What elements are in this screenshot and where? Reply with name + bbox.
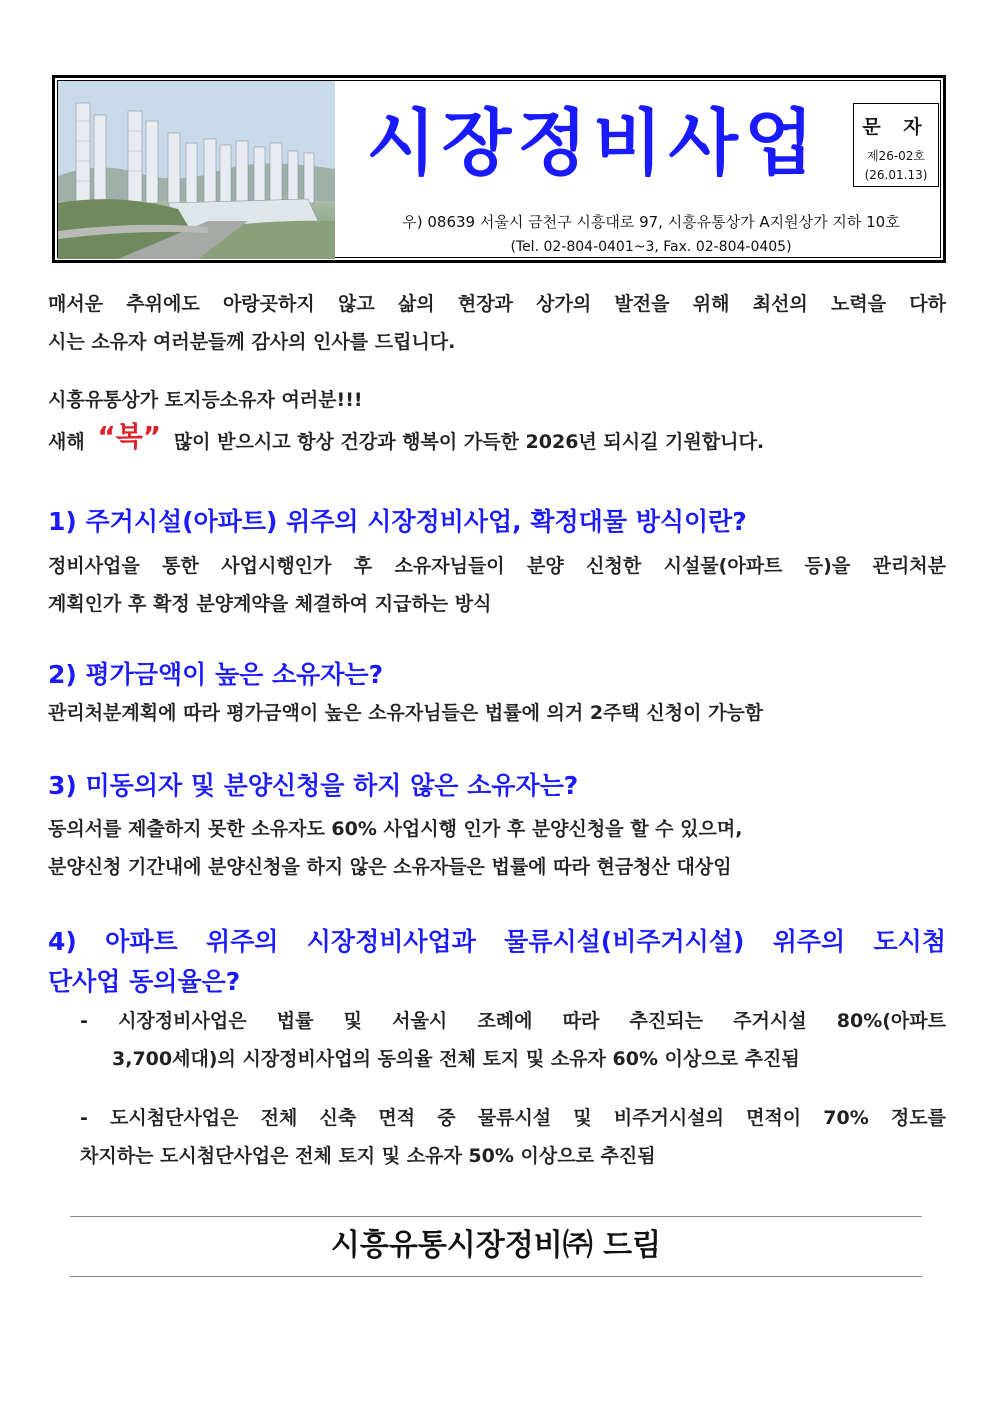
new-year-suffix: 많이 받으시고 항상 건강과 행복이 가득한 2026년 되시길 기원합니다.	[173, 431, 765, 453]
section-3-body-line-1: 동의서를 제출하지 못한 소유자도 60% 사업시행 인가 후 분양신청을 할 수 있으며,	[48, 818, 743, 840]
section-3-heading: 3) 미동의자 및 분양신청을 하지 않은 소유자는?	[48, 771, 579, 800]
letterhead-inner-border	[57, 80, 941, 258]
document-info-box	[853, 103, 939, 187]
bullet-2-line-1: - 도시첨단사업은 전체 신축 면적 중 물류시설 및 비주거시설의 면적이 70% 정도를	[80, 1107, 946, 1129]
section-4-bullet-2	[80, 1099, 946, 1175]
greeting-line-1: 매서운 추위에도 아랑곳하지 않고 삶의 현장과 상가의 발전을 위해 최선의 노력을 다하	[48, 293, 946, 315]
section-2-heading: 2) 평가금액이 높은 소유자는?	[48, 660, 384, 689]
bullet-1-line-2: 3,700세대)의 시장정비사업의 동의율 전체 토지 및 소유자 60% 이상으로 추진됨	[112, 1048, 800, 1070]
section-4-heading-line-2: 단사업 동의율은?	[48, 967, 241, 996]
greeting-paragraph	[48, 285, 946, 361]
section-3-body	[48, 810, 946, 886]
document-number: 제26-02호	[866, 149, 926, 163]
section-3-body-line-2: 분양신청 기간내에 분양신청을 하지 않은 소유자들은 법률에 따라 현금청산 대상임	[48, 856, 732, 878]
page-title: 시장정비사업	[366, 101, 820, 185]
document-type-label: 문 자	[862, 116, 930, 138]
section-2-body: 관리처분계획에 따라 평가금액이 높은 소유자님들은 법률에 의거 2주택 신청이 가능함	[48, 702, 764, 724]
section-1-body-line-1: 정비사업을 통한 사업시행인가 후 소유자님들이 분양 신청한 시설물(아파트 등)을 관리처분	[48, 555, 946, 577]
apartment-rendering-image	[58, 81, 335, 259]
office-address: 우) 08639 서울시 금천구 시흥대로 97, 시흥유통상가 A지원상가 지하 10호	[402, 213, 900, 231]
new-year-prefix: 새해	[48, 431, 85, 453]
owners-salutation: 시흥유통상가 토지등소유자 여러분!!!	[48, 389, 363, 411]
bullet-1-line-1: - 시장정비사업은 법률 및 서울시 조례에 따라 추진되는 주거시설 80%(아파트	[80, 1010, 946, 1032]
section-4-heading	[48, 922, 946, 1002]
fortune-emphasis: “복”	[97, 420, 162, 453]
letterhead	[52, 75, 946, 263]
new-year-wish	[48, 420, 946, 461]
section-1-heading: 1) 주거시설(아파트) 위주의 시장정비사업, 확정대물 방식이란?	[48, 507, 747, 536]
signature-divider-bottom	[70, 1276, 922, 1277]
bullet-2-line-2: 차지하는 도시첨단사업은 전체 토지 및 소유자 50% 이상으로 추진됨	[80, 1145, 656, 1167]
section-4-bullet-1	[80, 1002, 946, 1078]
greeting-line-2: 시는 소유자 여러분들께 감사의 인사를 드립니다.	[48, 331, 456, 353]
section-1-body	[48, 547, 946, 623]
signature: 시흥유통시장정비㈜ 드림	[330, 1228, 662, 1263]
section-1-body-line-2: 계획인가 후 확정 분양계약을 체결하여 지급하는 방식	[48, 593, 492, 615]
document-date: (26.01.13)	[864, 168, 928, 182]
contact-phone-fax: (Tel. 02-804-0401~3, Fax. 02-804-0405)	[510, 239, 792, 255]
section-4-heading-line-1: 4) 아파트 위주의 시장정비사업과 물류시설(비주거시설) 위주의 도시첨	[48, 927, 946, 956]
signature-divider-top	[70, 1216, 922, 1217]
